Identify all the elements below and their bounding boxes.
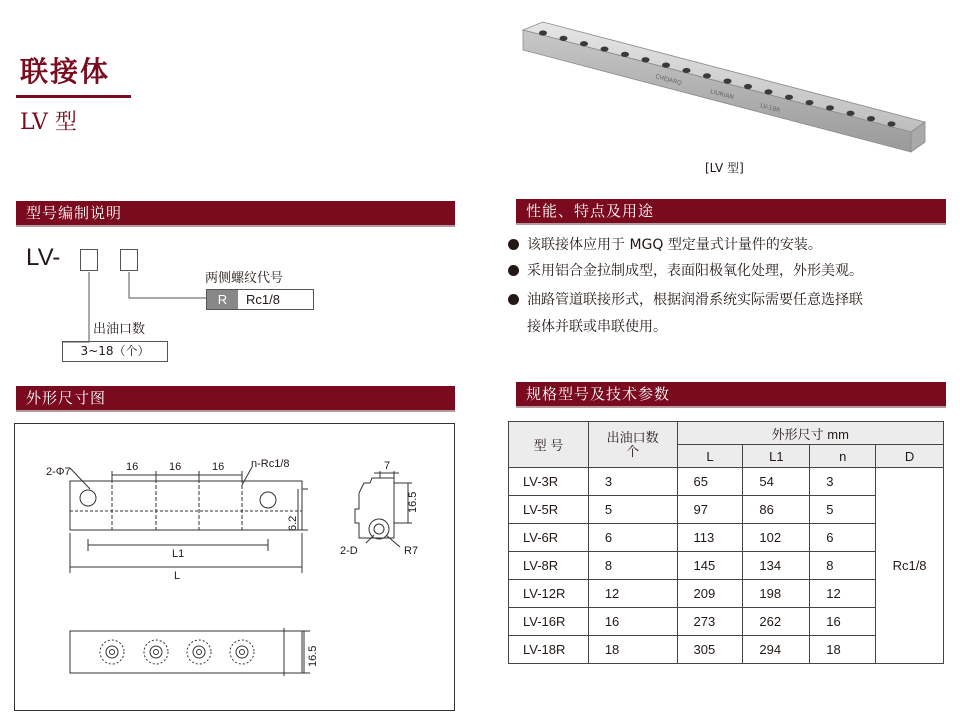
table-cell: 134 [743,552,810,580]
header-dims: 外形尺寸 mm [677,422,943,445]
dim-pitch-2: 16 [169,461,182,473]
table-cell: 5 [588,496,677,524]
photo-mark-3: LV-18R [759,102,782,115]
table-cell: 5 [810,496,876,524]
dim-side-width: 7 [384,460,391,472]
outlet-hole [106,646,118,658]
outlet-hole [144,640,168,664]
table-cell: 18 [588,636,677,664]
port-hole [744,84,752,89]
product-photo [515,10,935,160]
header-col-d: D [876,445,944,468]
port-hole [806,100,814,105]
outlet-count-label: 出油口数 [93,322,146,337]
table-cell: 6 [588,524,677,552]
table-cell: 6 [810,524,876,552]
port-hole [785,95,793,100]
table-cell: 305 [677,636,743,664]
port-hole [560,36,568,41]
table-cell: 294 [743,636,810,664]
port-hole [683,68,691,73]
dim-mount: 2-D [340,545,358,557]
outlet-hole [236,646,248,658]
dim-thread: n-Rc1/8 [251,458,290,470]
header-col-l1: L1 [743,445,810,468]
table-cell: 145 [677,552,743,580]
outlet-hole [197,650,202,655]
thread-value: Rc1/8 [246,292,280,307]
table-cell: 16 [810,608,876,636]
thread-code: R [207,290,238,309]
table-cell: 209 [677,580,743,608]
section-bar-dimensions: 外形尺寸图 [16,386,455,410]
d-value-cell: Rc1/8 [876,468,944,664]
port-hole [867,116,875,121]
section-bar-model-code: 型号编制说明 [16,201,455,225]
feature-item-3-cont: 接体并联或串联使用。 [527,319,667,335]
photo-caption: [LV 型] [705,161,744,175]
dim-height: 6.2 [287,515,299,531]
outlet-hole [100,640,124,664]
table-cell: 65 [677,468,743,496]
bullet-icon [508,265,519,276]
table-cell: LV-18R [509,636,589,664]
feature-item-2: 采用铝合金拉制成型，表面阳极氧化处理，外形美观。 [508,258,863,284]
header-model: 型 号 [509,422,589,468]
spec-table [508,421,944,664]
feature-item-3: 油路管道联接形式，根据润滑系统实际需要任意选择联 [508,287,863,313]
port-hole [601,46,609,51]
table-cell: LV-16R [509,608,589,636]
section-underline [16,410,455,412]
dim-pitch-3: 16 [212,461,225,473]
outlet-hole [154,650,159,655]
port-hole [580,41,588,46]
header-col-l: L [677,445,743,468]
page-subtitle: LV 型 [20,110,77,135]
table-cell: 16 [588,608,677,636]
port-hole [642,57,650,62]
table-cell: 8 [588,552,677,580]
photo-mark-2: LIURIAN [709,88,735,102]
table-cell: LV-8R [509,552,589,580]
dim-l: L [174,570,181,582]
table-cell: 3 [810,468,876,496]
table-cell: 198 [743,580,810,608]
bullet-icon [508,294,519,305]
section-underline [516,406,946,408]
thread-code-label: 两侧螺纹代号 [205,271,284,286]
outlet-hole [193,646,205,658]
section-bar-specs: 规格型号及技术参数 [516,382,946,406]
table-cell: 113 [677,524,743,552]
table-cell: 54 [743,468,810,496]
port-hole [765,89,773,94]
feature-item-1: 该联接体应用于 MGQ 型定量式计量件的安装。 [508,232,822,258]
dim-side-height: 16.5 [407,491,419,513]
dim-pitch-1: 16 [126,461,139,473]
table-row [509,468,944,496]
outlet-hole [110,650,115,655]
model-prefix: LV- [26,244,61,271]
table-cell: 86 [743,496,810,524]
dim-radius: R7 [404,545,419,557]
table-cell: 12 [810,580,876,608]
table-cell: LV-3R [509,468,589,496]
header-outlets: 出油口数 个 [588,422,677,468]
port-hole [621,52,629,57]
port-hole [662,63,670,68]
table-cell: 97 [677,496,743,524]
dim-hole-dia: 2-Φ7 [46,466,71,478]
table-cell: 8 [810,552,876,580]
outlet-hole [230,640,254,664]
table-cell: LV-12R [509,580,589,608]
port-hole [703,73,711,78]
thread-code-table [206,289,314,310]
photo-mark-1: CHEJARQ [654,73,683,87]
port-hole [539,30,547,35]
port-hole [826,105,834,110]
table-cell: 18 [810,636,876,664]
outlet-hole [150,646,162,658]
bullet-icon [508,239,519,250]
outlet-hole [240,650,245,655]
table-cell: 12 [588,580,677,608]
dim-bottom-height: 16.5 [307,645,319,667]
section-bar-features: 性能、特点及用途 [516,199,946,223]
dim-l1: L1 [172,548,185,560]
dimension-drawing [14,423,455,711]
table-cell: 273 [677,608,743,636]
table-cell: LV-6R [509,524,589,552]
header-col-n: n [810,445,876,468]
table-cell: 262 [743,608,810,636]
port-hole [888,121,896,126]
table-cell: 102 [743,524,810,552]
outlet-range: 3~18（个） [62,341,168,362]
outlet-hole [187,640,211,664]
port-hole [724,79,732,84]
port-hole [847,111,855,116]
table-cell: 3 [588,468,677,496]
page-title: 联接体 [20,55,111,88]
table-cell: LV-5R [509,496,589,524]
section-underline [516,223,946,225]
